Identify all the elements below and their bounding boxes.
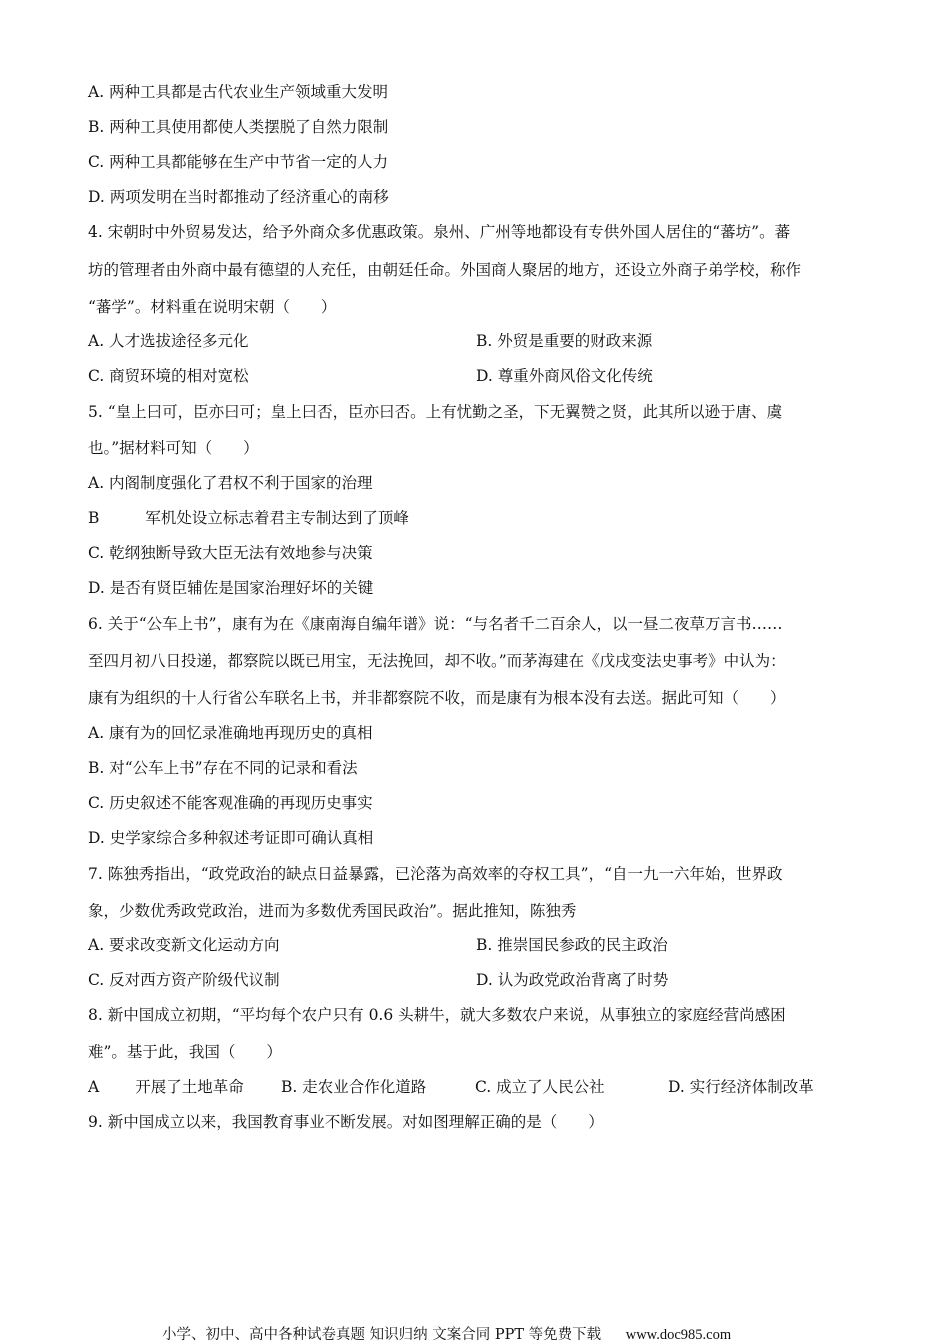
option-d: D. 尊重外商风俗文化传统 bbox=[476, 367, 653, 385]
option-b: B. 对“公车上书”存在不同的记录和看法 bbox=[88, 759, 358, 777]
option-c: C. 商贸环境的相对宽松 bbox=[88, 367, 249, 385]
footer-link[interactable]: www.doc985.com bbox=[625, 1327, 732, 1343]
page-footer bbox=[162, 1323, 731, 1344]
option-a: A. 要求改变新文化运动方向 bbox=[88, 936, 280, 954]
question-stem: 象，少数优秀政党政治，进而为多数优秀国民政治”。据此推知，陈独秀 bbox=[88, 902, 577, 920]
option-text: 军机处设立标志着君主专制达到了顶峰 bbox=[145, 509, 409, 527]
option-c: C. 乾纲独断导致大臣无法有效地参与决策 bbox=[88, 544, 373, 562]
option-a: A. 内阁制度强化了君权不利于国家的治理 bbox=[88, 474, 373, 492]
option-letter: A bbox=[88, 1078, 100, 1096]
option-a: A. 人才选拔途径多元化 bbox=[88, 332, 249, 350]
option-d: D. 是否有贤臣辅佐是国家治理好坏的关键 bbox=[88, 579, 374, 597]
question-stem: 9. 新中国成立以来，我国教育事业不断发展。对如图理解正确的是（ ） bbox=[88, 1113, 604, 1131]
option-d: D. 认为政党政治背离了时势 bbox=[476, 971, 669, 989]
option-a bbox=[88, 1077, 244, 1097]
question-stem: 康有为组织的十人行省公车联名上书，并非都察院不收，而是康有为根本没有去送。据此可知（ ） bbox=[88, 689, 786, 707]
option-c: C. 历史叙述不能客观准确的再现历史事实 bbox=[88, 794, 373, 812]
question-stem: 也。”据材料可知（ ） bbox=[88, 439, 259, 457]
option-b: B. 外贸是重要的财政来源 bbox=[476, 332, 653, 350]
option-a: A. 康有为的回忆录准确地再现历史的真相 bbox=[88, 724, 373, 742]
question-stem: 5. “皇上曰可，臣亦曰可；皇上曰否，臣亦曰否。上有忧勤之圣，下无翼赞之贤，此其所以逊于唐、虞 bbox=[88, 403, 783, 421]
option-letter: B bbox=[88, 509, 100, 527]
question-stem: 6. 关于“公车上书”，康有为在《康南海自编年谱》说：“与名者千二百余人，以一昼二夜草万言书…… bbox=[88, 615, 783, 633]
option-c: C. 两种工具都能够在生产中节省一定的人力 bbox=[88, 153, 389, 171]
question-stem: “蕃学”。材料重在说明宋朝（ ） bbox=[88, 298, 337, 316]
option-d: D. 实行经济体制改革 bbox=[668, 1078, 814, 1096]
option-b: B. 两种工具使用都使人类摆脱了自然力限制 bbox=[88, 118, 389, 136]
option-text: 开展了土地革命 bbox=[135, 1078, 244, 1096]
option-a: A. 两种工具都是古代农业生产领域重大发明 bbox=[88, 83, 389, 101]
option-b bbox=[88, 508, 409, 528]
question-stem: 坊的管理者由外商中最有德望的人充任，由朝廷任命。外国商人聚居的地方，还设立外商子弟学校，称作 bbox=[88, 261, 802, 279]
footer-text: 小学、初中、高中各种试卷真题 知识归纳 文案合同 PPT 等免费下载 bbox=[162, 1327, 602, 1343]
option-b: B. 走农业合作化道路 bbox=[281, 1078, 427, 1096]
question-stem: 4. 宋朝时中外贸易发达，给予外商众多优惠政策。泉州、广州等地都设有专供外国人居住的“蕃坊”。蕃 bbox=[88, 223, 791, 241]
question-stem: 8. 新中国成立初期，“平均每个农户只有 0.6 头耕牛，就大多数农户来说，从事独立的家庭经营尚感困 bbox=[88, 1006, 786, 1024]
option-b: B. 推崇国民参政的民主政治 bbox=[476, 936, 668, 954]
option-c: C. 反对西方资产阶级代议制 bbox=[88, 971, 280, 989]
option-d: D. 两项发明在当时都推动了经济重心的南移 bbox=[88, 188, 389, 206]
question-stem: 7. 陈独秀指出，“政党政治的缺点日益暴露，已沦落为高效率的夺权工具”，“自一九一六年始，世界政 bbox=[88, 865, 783, 883]
option-c: C. 成立了人民公社 bbox=[475, 1078, 605, 1096]
question-stem: 难”。基于此，我国（ ） bbox=[88, 1043, 282, 1061]
question-stem: 至四月初八日投递，都察院以既已用宝，无法挽回，却不收。”而茅海建在《戊戌变法史事考》中认为： bbox=[88, 652, 786, 670]
option-d: D. 史学家综合多种叙述考证即可确认真相 bbox=[88, 829, 374, 847]
